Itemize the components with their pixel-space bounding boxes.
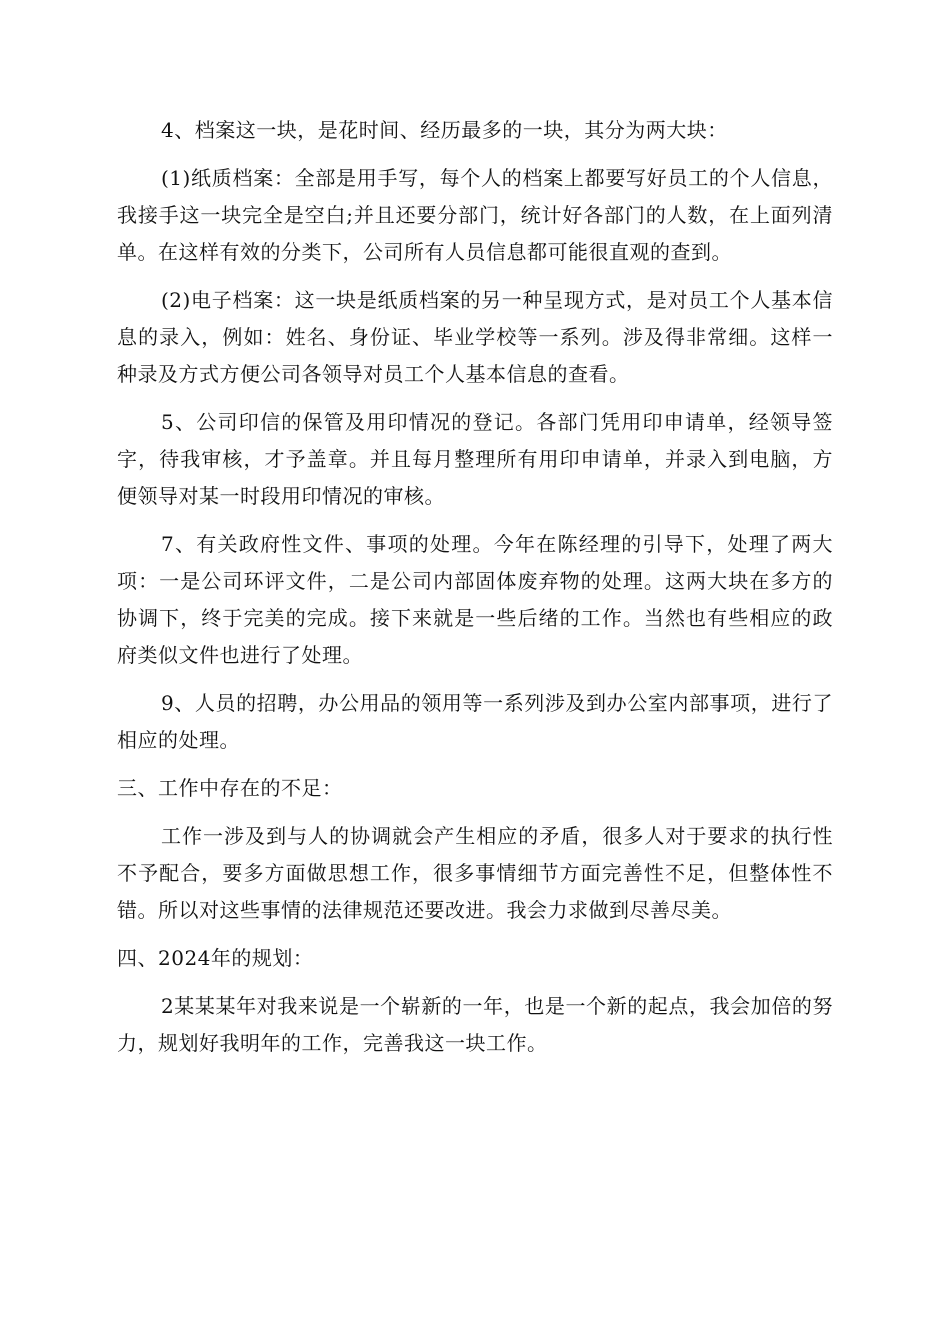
document-page <box>117 112 833 1073</box>
paragraph-government-documents: 7、有关政府性文件、事项的处理。今年在陈经理的引导下，处理了两大项：一是公司环评文件，二是公司内部固体废弃物的处理。这两大块在多方的协调下，终于完美的完成。接下来就是一些后绪的工作。当然也有些相应的政府类似文件也进行了处理。 <box>117 532 833 667</box>
paragraph-plan: 2某某某年对我来说是一个崭新的一年，也是一个新的起点，我会加倍的努力，规划好我明年的工作，完善我这一块工作。 <box>117 994 833 1055</box>
paragraph-paper-archives: (1)纸质档案：全部是用手写，每个人的档案上都要写好员工的个人信息，我接手这一块完全是空白;并且还要分部门，统计好各部门的人数，在上面列清单。在这样有效的分类下，公司所有人员信息都可能很直观的查到。 <box>117 166 833 264</box>
section-heading-shortcomings: 三、工作中存在的不足： <box>117 776 343 800</box>
paragraph-archives-intro: 4、档案这一块，是花时间、经历最多的一块，其分为两大块： <box>161 118 728 142</box>
paragraph-recruitment: 9、人员的招聘，办公用品的领用等一系列涉及到办公室内部事项，进行了相应的处理。 <box>117 691 833 752</box>
paragraph-seal-management: 5、公司印信的保管及用印情况的登记。各部门凭用印申请单，经领导签字，待我审核，才予盖章。并且每月整理所有用印申请单，并录入到电脑，方便领导对某一时段用印情况的审核。 <box>117 410 833 508</box>
paragraph-shortcomings: 工作一涉及到与人的协调就会产生相应的矛盾，很多人对于要求的执行性不予配合，要多方面做思想工作，很多事情细节方面完善性不足，但整体性不错。所以对这些事情的法律规范还要改进。我会力求做到尽善尽美。 <box>117 824 833 922</box>
paragraph-electronic-archives: (2)电子档案：这一块是纸质档案的另一种呈现方式，是对员工个人基本信息的录入，例如：姓名、身份证、毕业学校等一系列。涉及得非常细。这样一种录及方式方便公司各领导对员工个人基本信息的查看。 <box>117 288 833 386</box>
section-heading-plan: 四、2024年的规划： <box>117 946 314 970</box>
